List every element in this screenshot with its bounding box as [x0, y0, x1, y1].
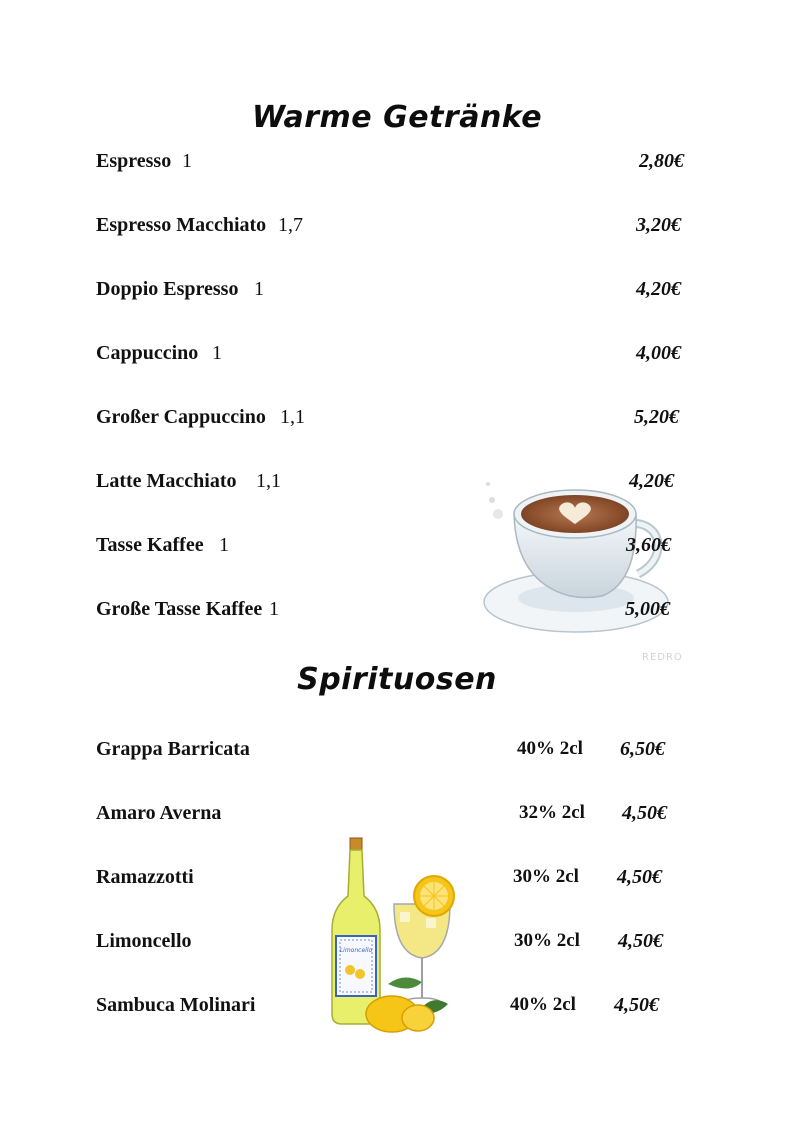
item-allergen-code: 1 [254, 278, 264, 300]
item-abv: 40% 2cl [510, 994, 576, 1015]
item-price: 5,20€ [634, 406, 679, 428]
item-price: 4,50€ [614, 994, 659, 1016]
item-abv: 40% 2cl [517, 738, 583, 759]
list-item [96, 406, 794, 434]
item-price: 2,80€ [639, 150, 684, 172]
item-allergen-code: 1 [212, 342, 222, 364]
item-allergen-code: 1 [269, 598, 279, 620]
item-name: Tasse Kaffee [96, 534, 204, 556]
item-allergen-code: 1 [182, 150, 192, 172]
item-name: Latte Macchiato [96, 470, 237, 492]
section-title-warm-drinks: Warme Getränke [251, 100, 543, 135]
item-name: Doppio Espresso [96, 278, 239, 300]
item-price: 3,60€ [626, 534, 671, 556]
item-price: 6,50€ [620, 738, 665, 760]
list-item [96, 866, 794, 894]
item-name: Große Tasse Kaffee [96, 598, 263, 620]
list-item [96, 738, 794, 766]
list-item [96, 994, 794, 1022]
list-item [96, 598, 794, 626]
item-name: Grappa Barricata [96, 738, 250, 760]
item-name: Espresso Macchiato [96, 214, 267, 236]
item-allergen-code: 1,1 [256, 470, 281, 492]
item-allergen-code: 1,1 [280, 406, 305, 428]
section-title-spirits: Spirituosen [297, 662, 497, 697]
item-name: Limoncello [96, 930, 192, 952]
list-item [96, 278, 794, 306]
list-item [96, 930, 794, 958]
bottle-label-text: Limoncello [339, 947, 373, 954]
list-item [96, 150, 794, 178]
item-price: 4,20€ [629, 470, 674, 492]
item-name: Ramazzotti [96, 866, 194, 888]
item-price: 3,20€ [636, 214, 681, 236]
item-price: 5,00€ [625, 598, 670, 620]
watermark-text: REDRO [642, 652, 683, 663]
item-name: Cappuccino [96, 342, 199, 364]
item-name: Großer Cappuccino [96, 406, 266, 428]
list-item [96, 534, 794, 562]
item-name: Amaro Averna [96, 802, 222, 824]
item-allergen-code: 1,7 [278, 214, 303, 236]
list-item [96, 342, 794, 370]
item-price: 4,00€ [636, 342, 681, 364]
item-allergen-code: 1 [219, 534, 229, 556]
item-price: 4,50€ [618, 930, 663, 952]
item-name: Espresso [96, 150, 172, 172]
item-abv: 32% 2cl [519, 802, 585, 823]
item-price: 4,50€ [617, 866, 662, 888]
item-price: 4,50€ [622, 802, 667, 824]
item-abv: 30% 2cl [513, 866, 579, 887]
item-price: 4,20€ [636, 278, 681, 300]
list-item [96, 802, 794, 830]
item-name: Sambuca Molinari [96, 994, 256, 1016]
item-abv: 30% 2cl [514, 930, 580, 951]
list-item [96, 214, 794, 242]
